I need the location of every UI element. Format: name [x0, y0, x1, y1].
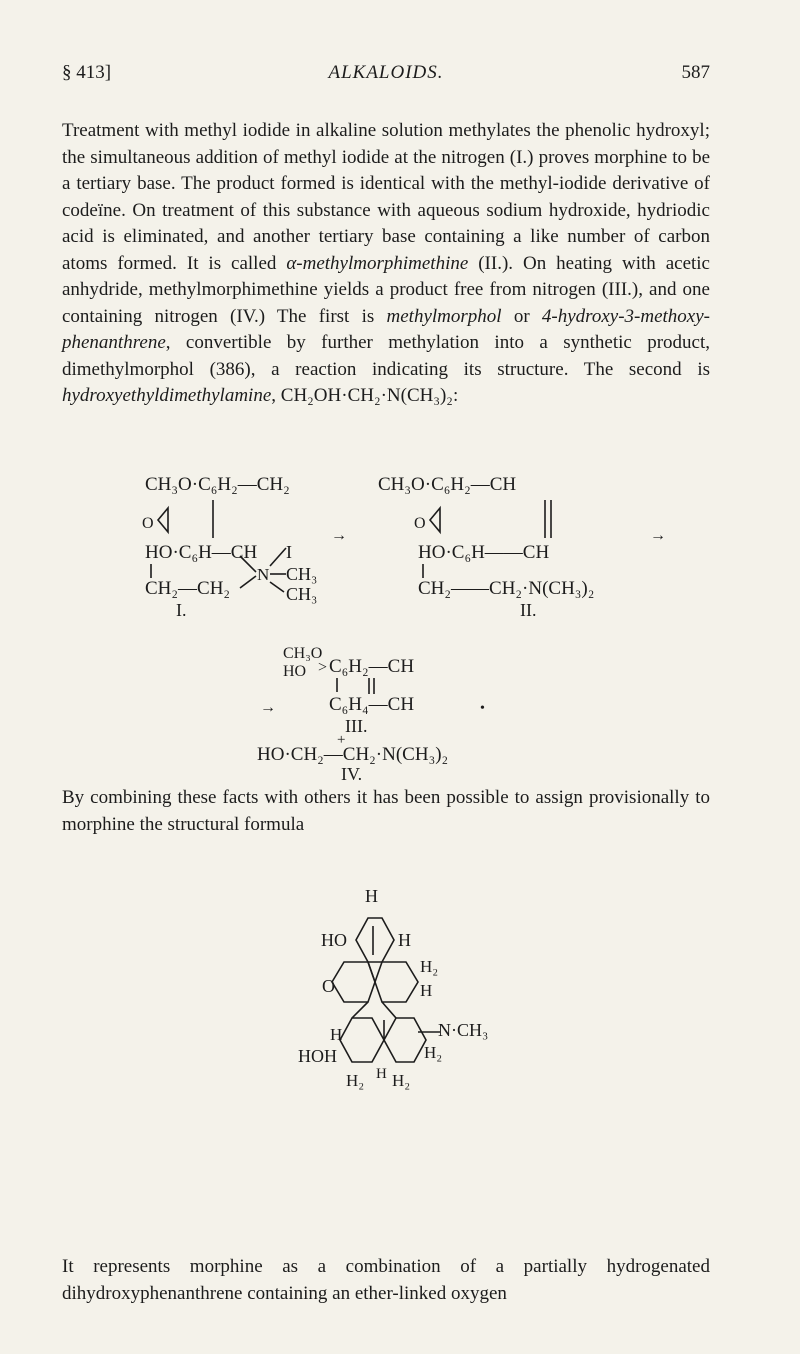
atom-h2-b: H₂	[424, 1043, 443, 1062]
para1-text-a: Treatment with methyl iodide in alkaline solution methylates the phenolic hydroxyl; the simultaneous addition of methyl iodide at the nitrogen (I.) proves morphine to be a tertiary base. The product formed is identical with the methyl-iodide derivative of codeïne. On treatment of this substance with aqueous sodium hydroxide, hydriodic acid is eliminated, and another tertiary base containing a like number of carbon atoms formed. It is called	[62, 120, 710, 274]
s3-hydroxy: HO	[283, 663, 307, 680]
s2-ether-bridge	[430, 508, 440, 532]
atom-h2-a: H₂	[420, 957, 439, 976]
s2-label: II.	[520, 600, 537, 620]
s3-methoxy: CH₃O	[283, 645, 323, 662]
s1-bond-me2	[270, 582, 284, 592]
s2-mid: HO·C₆H——CH	[418, 542, 550, 563]
s1-mid: HO·C₆H—CH	[145, 542, 258, 563]
arrow-3: →	[260, 699, 276, 716]
compound-name-methylmorphimethine: α-methylmorphimethine	[286, 252, 469, 274]
atom-h-top: H	[365, 886, 378, 906]
para1-text-c: or	[501, 305, 542, 327]
s1-ether-bridge	[158, 508, 168, 532]
ring-right	[375, 962, 418, 1002]
inner-bond-b	[352, 1002, 368, 1018]
ring-top	[356, 918, 394, 962]
atom-h-bot: H	[376, 1066, 387, 1082]
morphine-structure	[0, 830, 800, 1250]
atom-n-ch3: N·CH₃	[438, 1020, 489, 1040]
atom-h2-d: H₂	[392, 1071, 411, 1090]
s2-oxygen: O	[414, 515, 426, 532]
atom-h-mid: H	[420, 981, 433, 1000]
para1-text-f: :	[452, 385, 459, 406]
s1-methyl-1: CH₃	[286, 564, 318, 584]
s3-bracket: >	[318, 659, 328, 676]
s1-bond-n-down	[240, 576, 256, 588]
s2-bot: CH₂——CH₂·N(CH₃)₂	[418, 578, 595, 599]
s1-iodine: I	[286, 542, 292, 562]
compound-name-amine: hydroxyethyldimethylamine	[62, 385, 272, 406]
compound-name-methylmorphol: methylmorphol	[386, 305, 502, 327]
s2-top: CH₃O·C₆H₂—CH	[378, 474, 517, 495]
atom-oxygen: O	[322, 976, 335, 996]
inner-bond-d	[368, 962, 375, 982]
s1-label: I.	[176, 600, 187, 620]
para1-text-b: (II.). On heating with acetic anhydride, methylmorphimethine yields a product free from nitrogen (III.), and one containing nitrogen (IV.) The first is	[62, 252, 710, 327]
arrow-1: →	[331, 527, 347, 544]
s4-label: IV.	[341, 764, 363, 784]
arrow-2: →	[650, 527, 666, 544]
section-number: § 413]	[62, 62, 112, 83]
page-number: 587	[681, 62, 710, 83]
s3-dot: •	[480, 701, 485, 716]
para3-text: It represents morphine as a combination of a partially hydrogenated dihydroxyphenanthrene containing an ether-linked oxygen	[62, 1256, 710, 1304]
plus-sign: +	[337, 732, 346, 748]
para2-text: By combining these facts with others it has been possible to assign provisionally to morphine the structural formula	[62, 787, 710, 835]
amine-formula: CH₂OH·CH₂·N(CH₃)₂	[280, 385, 453, 406]
s1-top: CH₃O·C₆H₂—CH₂	[145, 474, 290, 495]
s1-nitrogen: N	[257, 565, 270, 584]
running-title: ALKALOIDS.	[328, 62, 444, 83]
s1-methyl-2: CH₃	[286, 584, 318, 604]
atom-h-right: H	[398, 930, 411, 950]
s1-bot: CH₂—CH₂	[145, 578, 231, 599]
atom-ho: HO	[321, 930, 347, 950]
para1-text-d: , convertible by further methylation into a synthetic product, dimethylmorphol (386), a reaction indicating its structure. The second is	[62, 332, 710, 380]
s3-bot: C₆H₄—CH	[329, 694, 415, 715]
atom-h-left: H	[330, 1025, 343, 1044]
compound-name-phenanthrene: 4-hydroxy-3-methoxy-phenanthrene	[62, 305, 711, 353]
inner-bond-c	[382, 1002, 396, 1018]
atom-h2-c: H₂	[346, 1071, 365, 1090]
para1-text-e: ,	[271, 385, 281, 406]
ring-bottom-right	[384, 1018, 426, 1062]
s3-top: C₆H₂—CH	[329, 656, 415, 677]
s1-bond-i	[270, 548, 286, 566]
s1-oxygen: O	[142, 515, 154, 532]
atom-hoh: HOH	[298, 1046, 337, 1066]
paragraph-3	[62, 1254, 710, 1307]
s4-formula: HO·CH₂—CH₂·N(CH₃)₂	[257, 744, 449, 765]
s3-label: III.	[345, 716, 368, 736]
ring-left	[332, 962, 375, 1002]
ring-bottom	[340, 1018, 384, 1062]
